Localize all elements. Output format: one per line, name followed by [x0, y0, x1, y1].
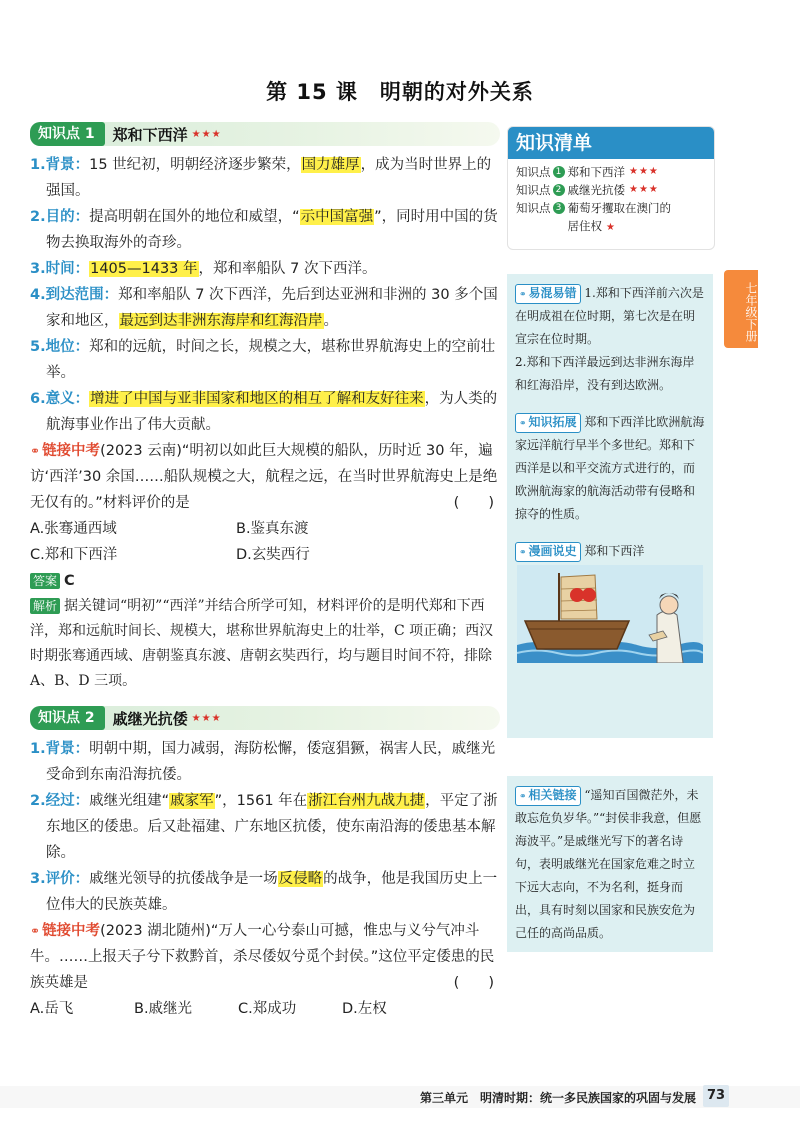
main-column — [30, 122, 500, 1022]
kp1-item-6: 6.意义：增进了中国与亚非国家和地区的相互了解和友好往来，为人类的航海事业作出了伟大贡献。 — [30, 391, 498, 433]
kp1-explain — [30, 594, 500, 694]
kp1-stars: ★★★ — [191, 128, 222, 140]
page-title: 第 15 课 明朝的对外关系 — [266, 80, 534, 104]
kp2-answer-paren: ( ) — [453, 975, 494, 991]
confuse-section — [507, 274, 713, 403]
kp2-option-a: A.岳飞 — [30, 1001, 74, 1017]
related-link-section — [507, 776, 713, 952]
related-tag: ⚭ 相关链接 — [515, 786, 581, 806]
sidebar-notes — [507, 274, 713, 738]
knowledge-list-body — [508, 159, 714, 241]
expand-tag: ⚭ 知识拓展 — [515, 413, 581, 433]
link-icon: ⚭ — [519, 548, 527, 558]
kp2-question — [30, 918, 500, 996]
kp1-item-4: 4.到达范围：郑和率船队 7 次下西洋，先后到达亚洲和非洲的 30 多个国家和地区，最远到达非洲东海岸和红海沿岸。 — [30, 287, 498, 329]
treasure-ship-illustration — [517, 565, 703, 663]
kp1-header — [30, 122, 500, 146]
footer-unit-title: 第三单元 明清时期：统一多民族国家的巩固与发展 — [419, 1091, 696, 1105]
kp1-title: 郑和下西洋 — [112, 125, 188, 144]
kp2-stars: ★★★ — [191, 712, 222, 724]
link-icon: ⚭ — [30, 444, 41, 458]
kp2-option-c: C.郑成功 — [238, 1001, 297, 1017]
confuse-text: 1.郑和下西洋前六次是在明成祖在位时期，第七次是在明宣宗在位时期。 — [515, 286, 704, 346]
answer-tag: 答案 — [30, 573, 60, 589]
kp2-question-text: (2023 湖北随州)“万人一心兮泰山可撼，惟忠与义兮气冲斗牛。……上报天子兮下救黔首，杀尽倭奴兮觅个封侯。”这位平定倭患的民族英雄是 — [30, 923, 495, 991]
kp2-option-b: B.戚继光 — [134, 1001, 193, 1017]
kp1-tag: 知识点 1 — [30, 122, 105, 146]
knowledge-list-box — [507, 126, 715, 250]
explain-text: 据关键词“明初”“西洋”并结合所学可知，材料评价的是明代郑和下西洋，郑和远航时间长、规模大，堪称世界航海史上的壮举，C 项正确；西汉时期张骞通西域、唐朝鉴真东渡、唐朝玄奘西行，均与题目时间不符，排除 A、B、D 三项。 — [30, 598, 494, 689]
kp2-header — [30, 706, 500, 730]
kp1-option-d: D.玄奘西行 — [236, 547, 310, 563]
kp2-item-3: 3.评价：戚继光领导的抗倭战争是一场反侵略的战争，他是我国历史上一位伟大的民族英雄。 — [30, 871, 498, 913]
knowledge-list-row: 知识点 3 葡萄牙攫取在澳门的居住权 ★ — [516, 201, 671, 233]
link-icon: ⚭ — [30, 924, 41, 938]
explain-tag: 解析 — [30, 598, 60, 614]
link-icon: ⚭ — [519, 419, 527, 429]
kp1-option-c: C.郑和下西洋 — [30, 547, 118, 563]
comic-illustration — [517, 565, 703, 663]
kp1-item-1: 1.背景：15 世纪初，明朝经济逐步繁荣，国力雄厚，成为当时世界上的强国。 — [30, 157, 492, 199]
kp2-option-d: D.左权 — [342, 1001, 387, 1017]
kp1-answer — [30, 568, 500, 594]
kp2-tag: 知识点 2 — [30, 706, 105, 730]
answer-value: C — [64, 573, 75, 589]
kp1-item-5: 5.地位：郑和的远航，时间之长，规模之大，堪称世界航海史上的空前壮举。 — [30, 339, 496, 381]
kp1-question-text: (2023 云南)“明初以如此巨大规模的船队，历时近 30 年，遍访‘西洋’30 余国……船队规模之大，航程之远，在当时世界航海史上是绝无仅有的。”材料评价的是 — [30, 443, 498, 511]
confuse-tag: ⚭ 易混易错 — [515, 284, 581, 304]
expand-text: 郑和下西洋比欧洲航海家远洋航行早半个多世纪。郑和下西洋是以和平交流方式进行的，而欧洲航海家的航海活动带有侵略和掠夺的性质。 — [515, 415, 705, 521]
kp2-title: 戚继光抗倭 — [112, 709, 188, 728]
kp2-link-label: 链接中考 — [42, 923, 101, 939]
knowledge-list-title: 知识清单 — [508, 127, 714, 159]
grade-edge-tab: 七年级下册 — [724, 270, 758, 348]
kp1-option-b: B.鉴真东渡 — [236, 521, 309, 537]
comic-section — [507, 532, 713, 563]
comic-tag: ⚭ 漫画说史 — [515, 542, 581, 562]
kp1-answer-paren: ( ) — [453, 495, 494, 511]
related-text: “遥知百国微茫外，未敢忘危负岁华。”“封侯非我意，但愿海波平。”是戚继光写下的著名诗句，表明戚继光在国家危难之时立下远大志向，不为名利，挺身而出，具有时刻以国家和民族安危为己任的高尚品质。 — [515, 788, 702, 940]
kp2-options — [30, 996, 500, 1022]
kp1-options — [30, 516, 500, 568]
kp1-option-a: A.张骞通西域 — [30, 521, 117, 537]
expand-section — [507, 403, 713, 532]
kp2-item-2: 2.经过：戚继光组建“戚家军”，1561 年在浙江台州九战九捷，平定了浙东地区的倭患。后又赴福建、广东地区抗倭，使东南沿海的倭患基本解除。 — [30, 793, 498, 861]
link-icon: ⚭ — [519, 792, 527, 802]
kp2-item-1: 1.背景：明朝中期，国力减弱，海防松懈，倭寇猖獗，祸害人民，戚继光受命到东南沿海抗倭。 — [30, 741, 496, 783]
kp1-link-label: 链接中考 — [42, 443, 101, 459]
confuse-text-2: 2.郑和下西洋最远到达非洲东海岸和红海沿岸，没有到达欧洲。 — [515, 355, 695, 392]
knowledge-list-row: 知识点 1 郑和下西洋 ★★★ — [516, 165, 659, 179]
page-number: 73 — [703, 1085, 729, 1107]
comic-title: 郑和下西洋 — [584, 544, 645, 558]
kp1-item-2: 2.目的：提高明朝在国外的地位和威望，“示中国富强”，同时用中国的货物去换取海外的奇珍。 — [30, 209, 498, 251]
knowledge-list-row: 知识点 2 戚继光抗倭 ★★★ — [516, 183, 659, 197]
kp1-item-3: 3.时间：1405—1433 年，郑和率船队 7 次下西洋。 — [30, 261, 377, 277]
link-icon: ⚭ — [519, 290, 527, 300]
kp1-question — [30, 438, 500, 516]
